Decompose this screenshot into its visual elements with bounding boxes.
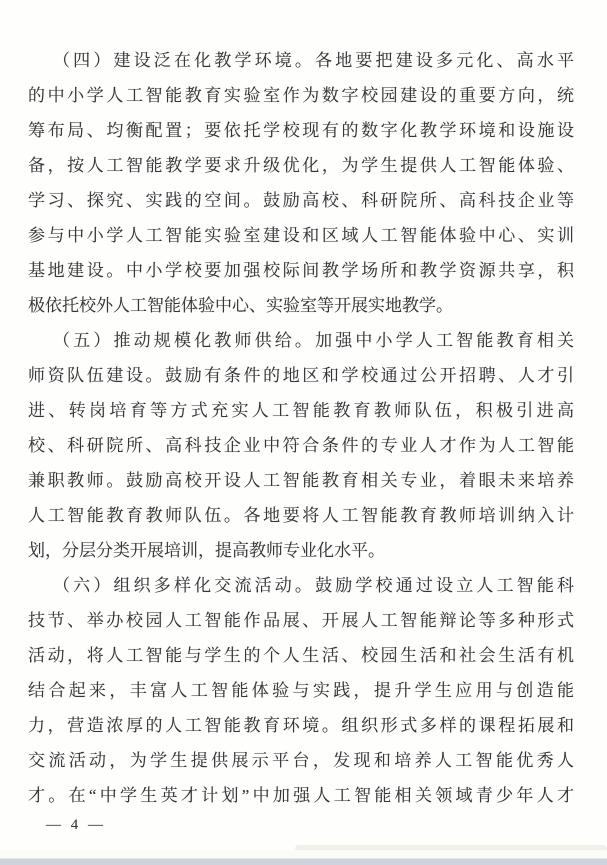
text-line: 基地建设。中小学校要加强校际间教学场所和教学资源共享，积 [28,261,574,280]
text-line: 兼职教师。鼓励高校开设人工智能教育相关专业，着眼未来培养 [28,471,574,490]
text-line: 划，分层分类开展培训，提高教师专业化水平。 [28,541,385,560]
text-line: 筹布局、均衡配置；要依托学校现有的数字化教学环境和设施设 [28,121,574,140]
text-line: 交流活动，为学生提供展示平台，发现和培养人工智能优秀人 [28,751,574,770]
text-line: （五）推动规模化教师供给。加强中小学人工智能教育相关 [53,331,574,350]
page-bottom-margin [0,850,607,858]
paragraph-section-5 [28,323,574,568]
text-line: 极依托校外人工智能体验中心、实验室等开展实地教学。 [28,296,453,315]
text-line: 技节、举办校园人工智能作品展、开展人工智能辩论等多种形式 [28,611,574,630]
text-line: 学习、探究、实践的空间。鼓励高校、科研院所、高科技企业等 [28,191,574,210]
text-line: （四）建设泛在化教学环境。各地要把建设多元化、高水平 [53,51,574,70]
document-body [28,43,574,813]
text-line: 备，按人工智能教学要求升级优化，为学生提供人工智能体验、 [28,156,574,175]
text-line: 结合起来，丰富人工智能体验与实践，提升学生应用与创造能 [28,681,574,700]
text-line: 的中小学人工智能教育实验室作为数字校园建设的重要方向，统 [28,86,574,105]
paragraph-section-6 [28,568,574,813]
text-line: 校、科研院所、高科技企业中符合条件的专业人才作为人工智能 [28,436,574,455]
text-line: （六）组织多样化交流活动。鼓励学校通过设立人工智能科 [53,576,574,595]
text-line: 活动，将人工智能与学生的个人生活、校园生活和社会生活有机 [28,646,574,665]
paragraph-section-4 [28,43,574,323]
text-line: 人工智能教育教师队伍。各地要将人工智能教育教师培训纳入计 [28,506,574,525]
text-line: 进、转岗培育等方式充实人工智能教育教师队伍，积极引进高 [28,401,574,420]
text-line: 参与中小学人工智能实验室建设和区域人工智能体验中心、实训 [28,226,574,245]
page-number: — 4 — [46,817,106,833]
text-line: 力，营造浓厚的人工智能教育环境。组织形式多样的课程拓展和 [28,716,574,735]
text-line: 师资队伍建设。鼓励有条件的地区和学校通过公开招聘、人才引 [28,366,574,385]
text-line: 才。在“中学生英才计划”中加强人工智能相关领域青少年人才 [28,786,574,805]
